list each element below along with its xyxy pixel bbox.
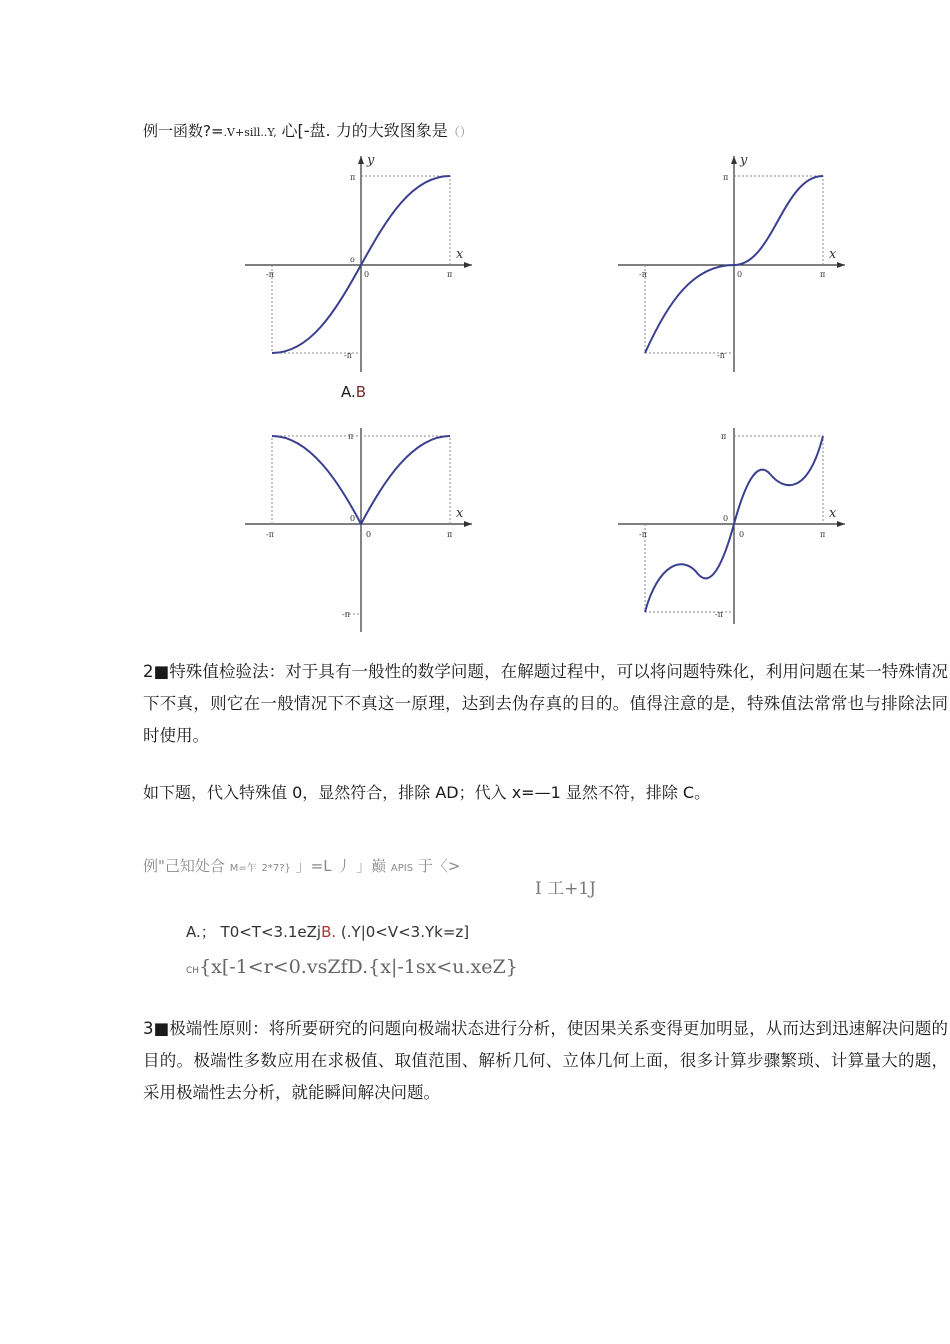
question-1-prefix: 例一函数?= bbox=[143, 122, 224, 140]
option-c-text: {x[-1<r<0.vsZfD.{x|-1sx<u.xeZ} bbox=[199, 956, 518, 978]
y-arrow bbox=[731, 156, 737, 164]
guide-top bbox=[734, 436, 823, 524]
example-2-fraction: I 工+1J bbox=[535, 879, 596, 899]
graph-a bbox=[240, 152, 480, 374]
tick-pi-y: π bbox=[723, 173, 729, 182]
option-b-label-2: B. bbox=[321, 923, 337, 941]
tick-negpi-x: -π bbox=[639, 270, 647, 279]
guide-bottom bbox=[645, 265, 734, 353]
guide-top bbox=[361, 176, 450, 265]
question-1-paren: （） bbox=[447, 125, 472, 139]
guide-bottom bbox=[272, 265, 361, 353]
ex2-part2: M=乍 bbox=[229, 863, 257, 874]
tick-zero: 0 bbox=[366, 530, 372, 539]
tick-pi-y: π bbox=[348, 432, 354, 441]
tick-negpi-x: -π bbox=[266, 270, 274, 279]
ex2-part4: 」=L 丿 」巅 bbox=[295, 857, 387, 875]
ex2-part5: APIS bbox=[390, 863, 414, 874]
section-3-paragraph: 3■极端性原则：将所要研究的问题向极端状态进行分析，使因果关系变得更加明显，从而达到迅速解决问题的目的。极端性多数应用在求极值、取值范围、解析几何、立体几何上面，很多计算步骤繁琐、计算量大的题，采用极端性去分析，就能瞬间解决问题。 bbox=[143, 1019, 948, 1102]
section-2-paragraph: 2■特殊值检验法：对于具有一般性的数学问题，在解题过程中，可以将问题特殊化，利用问题在某一特殊情况下不真，则它在一般情况下不真这一原理，达到去伪存真的目的。值得注意的是，特殊值法常常也与排除法同时使用。 bbox=[143, 662, 948, 745]
tick-zero: 0 bbox=[364, 270, 370, 279]
option-a-text: A.； T0<T<3.1eZj bbox=[186, 923, 322, 941]
y-label: y bbox=[740, 153, 748, 168]
tick-negpi-y: -π bbox=[717, 351, 725, 360]
tick-pi-x: π bbox=[820, 530, 826, 539]
option-b-text: (.Y|0<V<3.Yk=z] bbox=[336, 923, 470, 941]
graph-b bbox=[613, 152, 853, 374]
x-label: x bbox=[456, 506, 464, 521]
y-arrow bbox=[358, 156, 364, 164]
x-label: x bbox=[829, 506, 837, 521]
example-2 bbox=[143, 855, 460, 876]
option-c-prefix: CH bbox=[186, 966, 200, 976]
ex2-part1: 例"己知处合 bbox=[143, 857, 225, 875]
ex2-part6: 于〈> bbox=[417, 857, 461, 875]
tick-pi-x: π bbox=[820, 270, 826, 279]
tick-negpi-x: -π bbox=[639, 530, 647, 539]
option-label-ab bbox=[341, 383, 366, 401]
options-ab bbox=[186, 921, 469, 942]
x-arrow bbox=[464, 262, 472, 268]
question-1-formula: .V+sill..Y, bbox=[223, 126, 277, 139]
graph-c bbox=[240, 424, 480, 636]
origin-zero: 0 bbox=[723, 514, 729, 523]
tick-zero: 0 bbox=[739, 530, 745, 539]
question-1-mid: 心[-盘. 力的大致图象是 bbox=[281, 121, 448, 140]
tick-negpi-y: -π bbox=[344, 351, 352, 360]
origin-o: o bbox=[350, 255, 355, 264]
option-a-label: A. bbox=[341, 383, 356, 401]
tick-pi-x: π bbox=[447, 530, 453, 539]
x-arrow bbox=[837, 521, 845, 527]
question-1 bbox=[143, 118, 472, 141]
tick-zero: 0 bbox=[737, 270, 743, 279]
option-b-label: B bbox=[355, 383, 367, 401]
x-arrow bbox=[837, 262, 845, 268]
example-note: 如下题，代入特殊值 0，显然符合，排除 AD；代入 x=—1 显然不符，排除 C。 bbox=[143, 783, 711, 802]
ex2-part3: 2*7?} bbox=[261, 863, 291, 874]
origin-zero: 0 bbox=[350, 514, 356, 523]
x-label: x bbox=[456, 247, 464, 262]
guide-bottom bbox=[645, 524, 734, 612]
y-label: y bbox=[367, 153, 375, 168]
x-arrow bbox=[464, 521, 472, 527]
options-cd bbox=[186, 956, 518, 978]
tick-negpi-y: -π bbox=[715, 610, 723, 619]
x-label: x bbox=[829, 247, 837, 262]
tick-negpi-y: -π bbox=[342, 610, 350, 619]
tick-pi-y: π bbox=[350, 173, 356, 182]
tick-pi-y: π bbox=[721, 432, 727, 441]
tick-negpi-x: -π bbox=[266, 530, 274, 539]
graph-d bbox=[613, 424, 853, 636]
tick-pi-x: π bbox=[447, 270, 453, 279]
